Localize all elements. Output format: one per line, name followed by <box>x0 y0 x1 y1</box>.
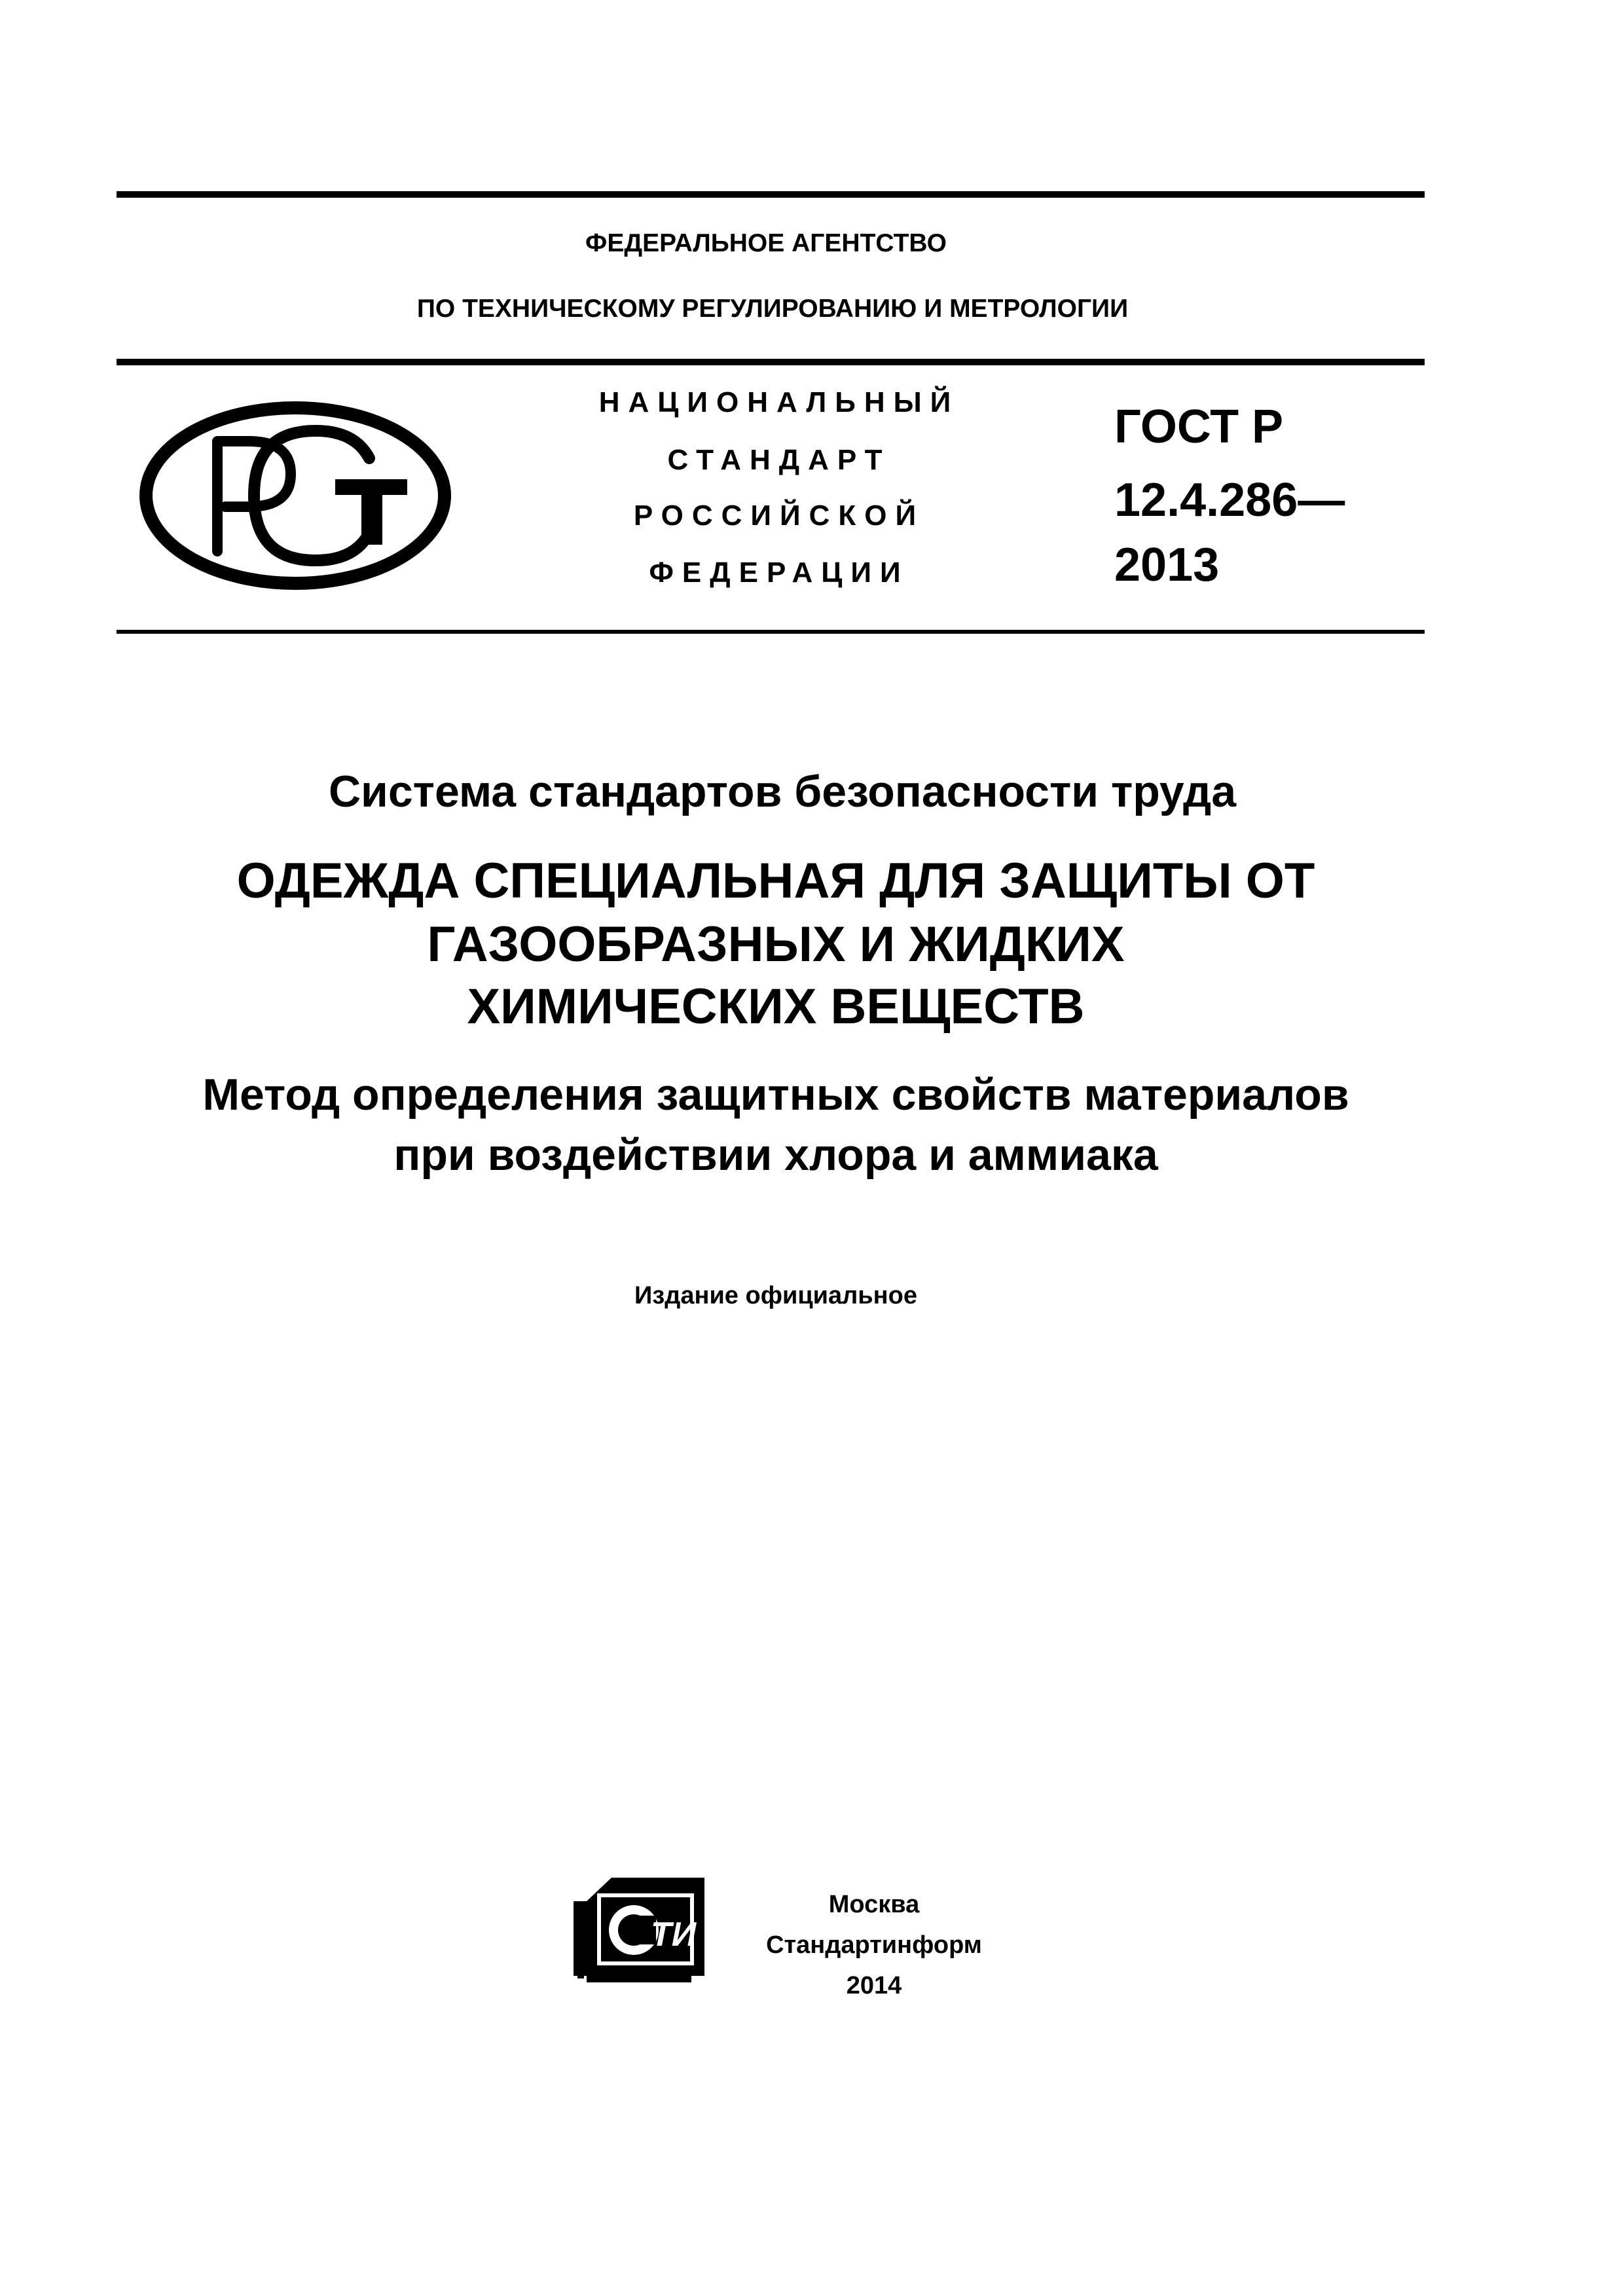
method-title-line-1: Метод определения защитных свойств материалов <box>202 1070 1349 1120</box>
rst-emblem-icon <box>139 401 452 591</box>
national-standard-line-4: ФЕДЕРАЦИИ <box>649 556 909 589</box>
bottom-rule <box>117 630 1425 634</box>
national-standard-line-2: СТАНДАРТ <box>667 444 891 476</box>
publisher-city: Москва <box>828 1891 920 1918</box>
agency-line-2: ПО ТЕХНИЧЕСКОМУ РЕГУЛИРОВАНИЮ И МЕТРОЛОГИИ <box>416 295 1129 323</box>
series-title: Система стандартов безопасности труда <box>328 767 1237 816</box>
agency-line-1: ФЕДЕРАЛЬНОЕ АГЕНТСТВО <box>585 229 947 257</box>
top-rule <box>117 191 1425 198</box>
main-title-line-1: ОДЕЖДА СПЕЦИАЛЬНАЯ ДЛЯ ЗАЩИТЫ ОТ <box>236 853 1315 909</box>
designation-line-2: 12.4.286— <box>1114 474 1345 526</box>
standartinform-logo-icon <box>574 1878 704 1982</box>
middle-rule <box>117 359 1425 365</box>
publisher-name: Стандартинформ <box>766 1931 982 1959</box>
svg-text:ТИ: ТИ <box>651 1916 697 1954</box>
publisher-year: 2014 <box>846 1972 902 1999</box>
edition-note: Издание официальное <box>634 1282 917 1309</box>
designation-line-3: 2013 <box>1114 539 1220 591</box>
method-title-line-2: при воздействии хлора и аммиака <box>393 1130 1158 1180</box>
national-standard-line-1: НАЦИОНАЛЬНЫЙ <box>598 386 960 418</box>
national-standard-line-3: РОССИЙСКОЙ <box>633 500 925 532</box>
designation-line-1: ГОСТ Р <box>1114 401 1284 453</box>
main-title-line-2: ГАЗООБРАЗНЫХ И ЖИДКИХ <box>427 917 1125 972</box>
main-title-line-3: ХИМИЧЕСКИХ ВЕЩЕСТВ <box>467 979 1085 1034</box>
